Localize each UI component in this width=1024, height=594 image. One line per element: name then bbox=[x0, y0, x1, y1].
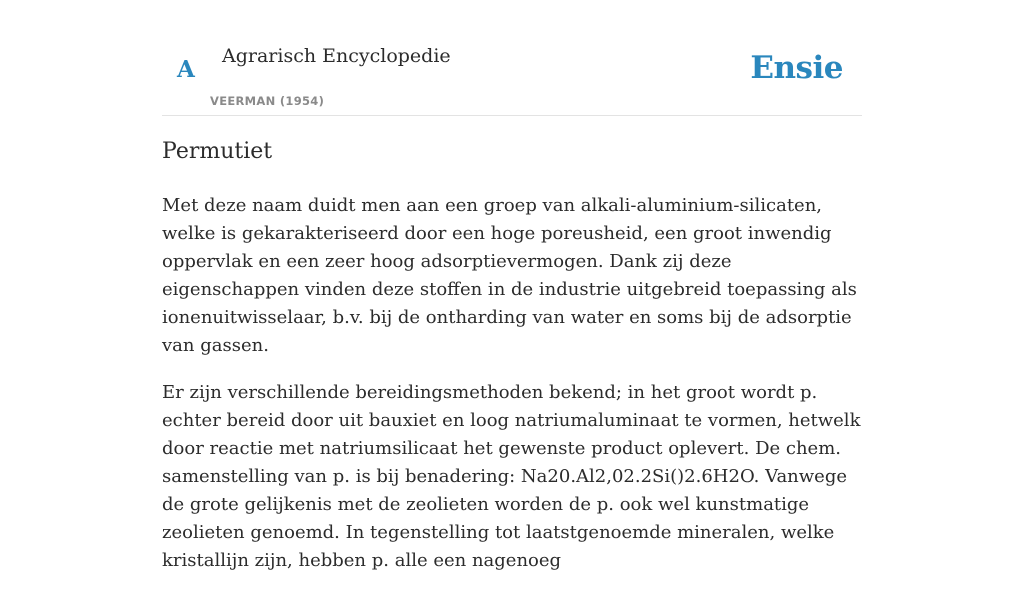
source-letter-icon[interactable]: A bbox=[177, 56, 195, 83]
article-paragraph: Met deze naam duidt men aan een groep van alkali-aluminium-silicaten, welke is gekarakteriseerd door een hoge poreusheid, een groot inwendig oppervlak en een zeer hoog adsorptievermogen. Dank zij deze eigenschappen vinden deze stoffen in de industrie uitgebreid toepassing als ionenuitwisselaar, b.v. bij de ontharding van water en soms bij de adsorptie van gassen. bbox=[162, 195, 857, 356]
article-title: Permutiet bbox=[162, 139, 273, 164]
article-header bbox=[162, 0, 862, 116]
ensie-logo[interactable]: Ensie bbox=[750, 50, 843, 86]
article-paragraph: Er zijn verschillende bereidingsmethoden bekend; in het groot wordt p. echter bereid door uit bauxiet en loog natriumaluminaat te vormen, hetwelk door reactie met natriumsilicaat het gewenste product oplevert. De chem. samenstelling van p. is bij benadering: Na20.Al2,02.2Si()2.6H2O. Vanwege de grote gelijkenis met de zeolieten worden de p. ook wel kunstmatige zeolieten genoemd. In tegenstelling tot laatstgenoemde mineralen, welke kristallijn zijn, hebben p. alle een nagenoeg bbox=[162, 382, 861, 571]
article-body bbox=[162, 192, 862, 594]
source-author: VEERMAN (1954) bbox=[210, 94, 325, 108]
source-title-link[interactable]: Agrarisch Encyclopedie bbox=[222, 45, 451, 67]
article-page bbox=[162, 0, 862, 571]
